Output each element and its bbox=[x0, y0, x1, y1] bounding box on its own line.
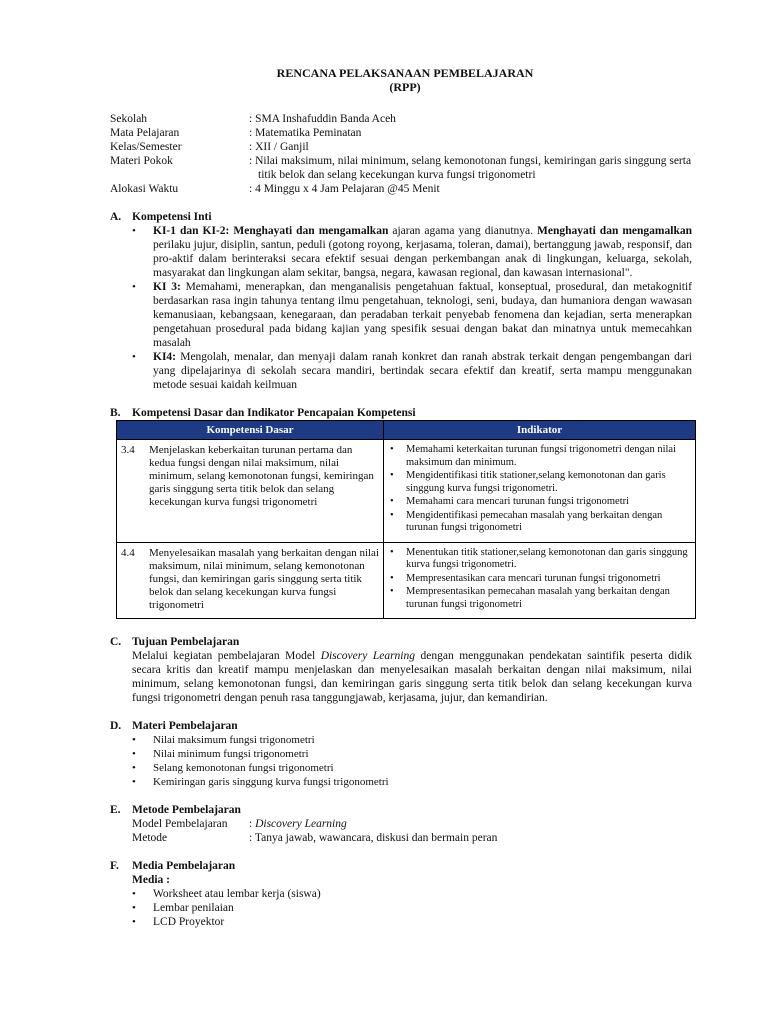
table-row bbox=[117, 542, 696, 619]
tujuan-model-name: Discovery Learning bbox=[320, 650, 415, 662]
info-label: Sekolah bbox=[110, 113, 148, 125]
ki-lead: KI4: bbox=[153, 351, 176, 363]
indikator-item: • Mempresentasikan cara mencari turunan fungsi trigonometri bbox=[388, 573, 691, 586]
list-item: • Worksheet atau lembar kerja (siswa) bbox=[132, 887, 692, 901]
indikator-item: • Mengidentifikasi pemecahan masalah yang berkaitan dengan turunan fungsi trigonometri bbox=[388, 510, 691, 535]
info-label: Alokasi Waktu bbox=[110, 183, 179, 195]
section-heading bbox=[110, 803, 692, 817]
title-line-2: (RPP) bbox=[389, 80, 421, 94]
indikator-item: • Mempresentasikan pemecahan masalah yang berkaitan dengan turunan fungsi trigonometri bbox=[388, 586, 691, 611]
list-item: • Nilai minimum fungsi trigonometri bbox=[132, 747, 692, 761]
indikator-item: • Mengidentifikasi titik stationer,selang kemonotonan dan garis singgung kurva fungsi trigonometri. bbox=[388, 470, 691, 495]
info-row-mata-pelajaran bbox=[110, 126, 692, 140]
info-value: : 4 Minggu x 4 Jam Pelajaran @45 Menit bbox=[249, 183, 440, 195]
ki-emphasis: Menghayati dan mengamalkan bbox=[233, 225, 389, 237]
section-title: Media Pembelajaran bbox=[132, 860, 236, 872]
indikator-item: • Menentukan titik stationer,selang kemonotonan dan garis singgung kurva fungsi trigonometri. bbox=[388, 547, 691, 572]
kd-indikator-table bbox=[116, 420, 696, 619]
info-value: : SMA Inshafuddin Banda Aceh bbox=[249, 113, 396, 125]
indikator-cell bbox=[384, 542, 696, 619]
section-title: Kompetensi Dasar dan Indikator Pencapaian Kompetensi bbox=[132, 407, 416, 419]
ki-text: ajaran agama yang dianutnya. bbox=[388, 225, 538, 237]
section-metode-pembelajaran bbox=[110, 803, 692, 845]
tujuan-text: dengan menggunakan pendekatan saintifik peserta didik secara kritis dan kreatif mampu menjelaskan dan menyelesaikan masalah berkaitan dengan nilai maksimum, nilai minimum, selang kemonotonan fungsi, dan kemiringan garis singgung serta titik belok dan selang kecekungan kurva fungsi trigonometri dengan penuh rasa tanggungjawab, kerjasama, jujur, dan kemandirian. bbox=[132, 650, 692, 704]
info-label: Materi Pokok bbox=[110, 155, 173, 167]
info-row-alokasi-waktu bbox=[110, 182, 692, 196]
ki-emphasis: Menghayati dan mengamalkan bbox=[537, 225, 692, 237]
kd-number: 4.4 bbox=[121, 546, 135, 559]
section-media-pembelajaran bbox=[110, 859, 692, 929]
list-item-ki4 bbox=[132, 350, 692, 392]
indikator-cell bbox=[384, 440, 696, 543]
section-heading bbox=[110, 859, 692, 873]
materi-list bbox=[110, 733, 692, 789]
kd-text: Menjelaskan keberkaitan turunan pertama dan kedua fungsi dengan nilai maksimum, nilai minimum, selang kemonotonan fungsi, kemiringan garis singgung serta titik belok dan selang kecekungan kurva fungsi trigonometri bbox=[149, 444, 374, 508]
section-title: Materi Pembelajaran bbox=[132, 720, 238, 732]
info-row-sekolah bbox=[110, 112, 692, 126]
ki-text: Memahami, menerapkan, dan menganalisis pengetahuan faktual, konseptual, prosedural, dan metakognitif berdasarkan rasa ingin tahunya tentang ilmu pengetahuan, teknologi, seni, budaya, dan humaniora dengan wawasan kemanusiaan, kebangsaan, kenegaraan, dan peradaban terkait penyebab fenomena dan kejadian, serta menerapkan pengetahuan prosedural pada bidang kajian yang spesifik sesuai dengan bakat dan minatnya untuk memecahkan masalah bbox=[153, 281, 693, 349]
list-item: • Lembar penilaian bbox=[132, 901, 692, 915]
list-item: • LCD Proyektor bbox=[132, 915, 692, 929]
info-row-kelas-semester bbox=[110, 140, 692, 154]
tujuan-paragraph bbox=[110, 649, 692, 705]
section-letter: A. bbox=[110, 211, 122, 223]
ki-lead: KI 3: bbox=[153, 281, 181, 293]
info-value: : XII / Ganjil bbox=[249, 141, 309, 153]
section-letter: F. bbox=[110, 860, 119, 872]
metode-label: Metode bbox=[132, 832, 168, 844]
info-label: Kelas/Semester bbox=[110, 141, 182, 153]
info-value: : Nilai maksimum, nilai minimum, selang kemonotonan fungsi, kemiringan garis singgung serta titik belok dan selang kecekungan kurva fungsi trigonometri bbox=[249, 155, 692, 181]
section-heading bbox=[110, 635, 692, 649]
section-letter: C. bbox=[110, 636, 122, 648]
info-label: Mata Pelajaran bbox=[110, 127, 180, 139]
ki-list bbox=[110, 224, 692, 392]
column-header-kompetensi-dasar: Kompetensi Dasar bbox=[117, 421, 384, 440]
kd-number: 3.4 bbox=[121, 444, 135, 456]
model-value-text: Discovery Learning bbox=[255, 818, 347, 830]
section-title: Metode Pembelajaran bbox=[132, 804, 241, 816]
ki-text: Mengolah, menalar, dan menyaji dalam ranah konkret dan ranah abstrak terkait dengan pengembangan dari yang dipelajarinya di sekolah secara mandiri, bertindak secara efektif dan kreatif, serta mampu menggunakan metode sesuai kaidah keilmuan bbox=[153, 351, 692, 391]
section-letter: E. bbox=[110, 804, 121, 816]
document-title bbox=[110, 66, 692, 94]
indikator-item: • Memahami keterkaitan turunan fungsi trigonometri dengan nilai maksimum dan minimum. bbox=[388, 444, 691, 469]
indikator-list bbox=[388, 547, 691, 612]
column-header-indikator: Indikator bbox=[384, 421, 696, 440]
info-value: : Matematika Peminatan bbox=[249, 127, 362, 139]
info-row-materi-pokok bbox=[110, 154, 692, 182]
list-item-ki3 bbox=[132, 280, 692, 350]
section-heading bbox=[110, 406, 692, 420]
metode-value: : Tanya jawab, wawancara, diskusi dan bermain peran bbox=[249, 832, 498, 844]
ki-lead: KI-1 dan KI-2: bbox=[153, 225, 230, 237]
section-kompetensi-inti bbox=[110, 210, 692, 392]
section-materi-pembelajaran bbox=[110, 719, 692, 789]
ki-text: perilaku jujur, disiplin, santun, peduli (gotong royong, kerjasama, toleran, damai), bertanggung jawab, responsif, dan pro-aktif dalam berinteraksi secara efektif sesuai dengan perkembangan anak di lingkungan, keluarga, sekolah, masyarakat dan lingkungan alam sekitar, bangsa, negara, kawasan regional, dan kawasan internasional". bbox=[153, 239, 692, 279]
section-kompetensi-dasar bbox=[110, 406, 692, 619]
title-line-1: RENCANA PELAKSANAAN PEMBELAJARAN bbox=[276, 66, 534, 80]
indikator-list bbox=[388, 444, 691, 535]
section-tujuan-pembelajaran bbox=[110, 635, 692, 705]
table-row bbox=[117, 440, 696, 543]
model-value bbox=[249, 817, 347, 831]
list-item-ki12 bbox=[132, 224, 692, 280]
section-title: Kompetensi Inti bbox=[132, 211, 212, 223]
model-value-prefix: : bbox=[249, 818, 256, 830]
section-heading bbox=[110, 210, 692, 224]
section-letter: B. bbox=[110, 407, 121, 419]
metode-row bbox=[110, 831, 692, 845]
kd-cell bbox=[117, 542, 384, 619]
tujuan-text: Melalui kegiatan pembelajaran Model bbox=[132, 650, 321, 662]
model-label: Model Pembelajaran bbox=[132, 818, 228, 830]
identity-table bbox=[110, 112, 692, 196]
list-item: • Selang kemonotonan fungsi trigonometri bbox=[132, 761, 692, 775]
kd-cell bbox=[117, 440, 384, 543]
model-pembelajaran-row bbox=[110, 817, 692, 831]
list-item: • Nilai maksimum fungsi trigonometri bbox=[132, 733, 692, 747]
section-heading bbox=[110, 719, 692, 733]
media-subheading: Media : bbox=[132, 874, 171, 886]
section-title: Tujuan Pembelajaran bbox=[132, 636, 240, 648]
kd-text: Menyelesaikan masalah yang berkaitan dengan nilai maksimum, nilai minimum, selang kemonotonan fungsi, dan kemiringan garis singgung serta titik belok dan selang kecekungan kurva fungsi trigonometri bbox=[149, 546, 379, 611]
table-header-row bbox=[117, 421, 696, 440]
indikator-item: • Memahami cara mencari turunan fungsi trigonometri bbox=[388, 496, 691, 509]
media-list bbox=[110, 887, 692, 929]
list-item: • Kemiringan garis singgung kurva fungsi trigonometri bbox=[132, 775, 692, 789]
section-letter: D. bbox=[110, 720, 122, 732]
